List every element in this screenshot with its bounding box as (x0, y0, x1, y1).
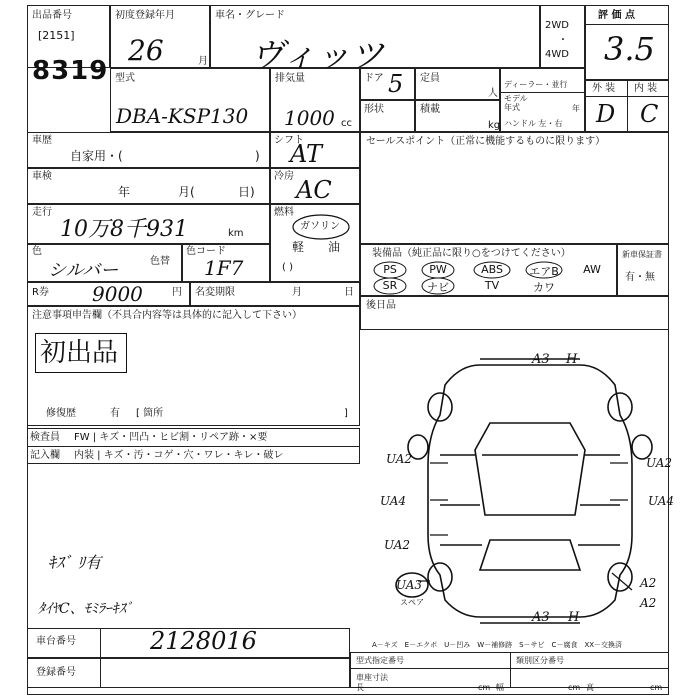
shape-label: 形状 (364, 104, 384, 115)
grade-divider (585, 24, 669, 25)
equip-sr: SR (382, 279, 398, 292)
mark-left-2: UA4 (380, 494, 407, 508)
sales-title: セールスポイント（正常に機能するものに限ります） (366, 136, 606, 147)
after-box (360, 296, 669, 330)
chassis-value: 2128016 (150, 627, 257, 655)
stamp-text: 初出品 (40, 338, 119, 368)
drive-4wd: 4WD (545, 49, 569, 60)
fuel-circle-mark (290, 212, 352, 242)
equip-abs: ABS (481, 263, 503, 276)
recycle-unit: 円 (172, 287, 182, 298)
car-name-label: 車名・グレード (215, 10, 285, 21)
history-box (27, 132, 270, 168)
class-number: 類別区分番号 (516, 656, 564, 665)
mark-bottom-right: H (568, 610, 580, 625)
mark-left-3: UA2 (384, 538, 411, 552)
mark-spare: スペア (400, 598, 424, 607)
model-label: 型式 (115, 73, 135, 84)
warranty-value: 有・無 (625, 272, 655, 283)
history-close-paren: ) (255, 149, 260, 163)
fuel-oil: 油 (328, 240, 341, 254)
lot-code: [2151] (38, 29, 75, 42)
model-year-text: モデル 年式 (504, 94, 528, 112)
year-unit: 年 (572, 104, 580, 113)
recycle-label: R券 (32, 287, 49, 298)
inspector-row-1: FW | キズ・凹凸・ヒビ割・リペア跡・×要 (74, 432, 268, 443)
inspector-divider (27, 446, 360, 447)
ac-label: 冷房 (274, 171, 294, 182)
equip-ps: PS (383, 263, 397, 276)
dims-length: 長 (356, 683, 364, 692)
name-change-label: 名変期限 (195, 287, 235, 298)
fuel-gas: ガソリン (300, 221, 340, 232)
grade-value: 3.5 (604, 30, 655, 68)
car-name-value: ヴィッツ (250, 36, 384, 76)
repair-yes: 有 (110, 408, 120, 419)
ac-value: AC (296, 176, 332, 204)
inspection-month: 月( (178, 185, 195, 199)
sales-box (360, 132, 669, 244)
shift-label: シフト (274, 135, 304, 146)
inspection-day: 日) (238, 185, 255, 199)
history-value: 自家用・( (70, 149, 123, 163)
equip-navi: ナビ (427, 281, 449, 294)
mark-top-right: H (566, 352, 578, 367)
inspector-label-1: 検査員 (30, 432, 60, 443)
mark-left-4: UA3 (396, 578, 423, 592)
recycle-value: 9000 (92, 282, 143, 306)
mileage-label: 走行 (32, 207, 52, 218)
reg-divider (100, 658, 101, 688)
name-change-day: 日 (344, 287, 354, 298)
capacity-label: 定員 (420, 73, 440, 84)
fuel-light: 軽 (292, 240, 305, 254)
displacement-value: 1000 (284, 106, 335, 130)
inspector-label-2: 記入欄 (30, 450, 60, 461)
grade-label: 評 価 点 (598, 10, 635, 21)
equip-tv: TV (484, 279, 500, 292)
spec-hdivider (350, 668, 669, 669)
after-label: 後日品 (366, 300, 396, 311)
drive-sep: ・ (558, 35, 568, 46)
dims-width-cm: cm (568, 683, 581, 692)
inspection-label: 車検 (32, 171, 52, 182)
notes-title: 注意事項申告欄（不具合内容等は具体的に記入して下さい） (32, 310, 302, 321)
displacement-unit: cc (341, 118, 352, 129)
ext-int-hdivider (585, 96, 669, 97)
mark-right-1: UA2 (646, 456, 673, 470)
dims-label: 車座寸法 (356, 673, 388, 682)
exterior-label: 外 装 (592, 83, 616, 94)
first-reg-year: 26 (128, 34, 164, 67)
type-designation: 型式指定番号 (356, 656, 404, 665)
mark-top: A3 (532, 352, 550, 367)
repair-close: ] (344, 408, 348, 419)
mark-right-3: A2 (640, 576, 657, 590)
name-change-month: 月 (292, 287, 302, 298)
dealer-divider (500, 92, 585, 93)
ext-int-divider (627, 80, 628, 132)
load-label: 積載 (420, 104, 440, 115)
interior-value: C (640, 100, 659, 128)
repair-places: [ 箇所 (136, 408, 164, 419)
legend-text: A－キズ E－エクボ U－凹み W－補修跡 S－サビ C－腐食 XX－交換済 (372, 641, 623, 649)
chassis-label: 車台番号 (36, 636, 76, 647)
reg-label: 登録番号 (36, 667, 76, 678)
color-value: シルバー (48, 260, 119, 281)
load-unit: kg (488, 120, 501, 131)
mileage-value: 10万8千931 (60, 217, 188, 242)
fuel-label: 燃料 (274, 207, 294, 218)
mark-right-2: UA4 (648, 494, 675, 508)
first-reg-label: 初度登録年月 (115, 10, 175, 21)
mark-right-4: A2 (640, 596, 657, 610)
exterior-value: D (596, 100, 616, 128)
color-code-label: 色コード (186, 246, 226, 257)
handwritten-line-2: ﾀｲﾔC、ﾓﾐﾗｰｷｽﾞ (38, 601, 133, 617)
lot-label: 出品番号 (32, 10, 72, 21)
color-label: 色 (32, 246, 42, 257)
inspection-box (27, 168, 270, 204)
handwritten-line-1: ｷｽﾞ ﾘ有 (48, 553, 102, 572)
mark-bottom: A3 (532, 610, 550, 625)
equip-airbag: エアB (529, 265, 559, 278)
dealer-label: ディーラー・並行 (504, 80, 568, 89)
equip-pw: PW (429, 263, 447, 276)
model-value: DBA-KSP130 (116, 104, 249, 128)
dims-height-cm: cm (650, 683, 663, 692)
doors-value: 5 (388, 70, 404, 98)
displacement-label: 排気量 (275, 73, 305, 84)
equip-aw: AW (583, 263, 601, 276)
inspection-year: 年 (118, 185, 131, 199)
shift-value: AT (290, 140, 323, 168)
mark-left-1: UA2 (386, 452, 413, 466)
equipment-title: 装備品（純正品に限り○をつけてください） (372, 248, 571, 259)
dims-height: 高 (586, 683, 594, 692)
color-change-label: 色替 (150, 256, 170, 267)
warranty-label: 新車保証書 (622, 250, 662, 259)
history-label: 車歴 (32, 135, 52, 146)
first-reg-month-unit: 月 (198, 56, 208, 67)
model-year-label (504, 94, 528, 112)
capacity-unit: 人 (488, 88, 498, 99)
equip-leather: カワ (533, 281, 555, 294)
fuel-paren: ( ) (282, 262, 293, 273)
repair-label: 修復歴 (46, 408, 76, 419)
interior-label: 内 装 (634, 83, 658, 94)
dims-length-cm: cm (478, 683, 491, 692)
color-code-value: 1F7 (204, 256, 244, 280)
lot-number: 8319 (32, 56, 109, 86)
doors-label: ドア (364, 73, 384, 84)
inspector-row-2: 内装 | キズ・汚・コゲ・穴・ワレ・キレ・破レ (74, 450, 284, 461)
equipment-circles (368, 258, 578, 298)
chassis-divider (100, 628, 101, 658)
dims-width: 幅 (496, 683, 504, 692)
handle-label: ハンドル 左・右 (504, 119, 563, 128)
mileage-unit: km (228, 228, 244, 239)
drive-2wd: 2WD (545, 20, 569, 31)
spec-divider (510, 652, 511, 688)
